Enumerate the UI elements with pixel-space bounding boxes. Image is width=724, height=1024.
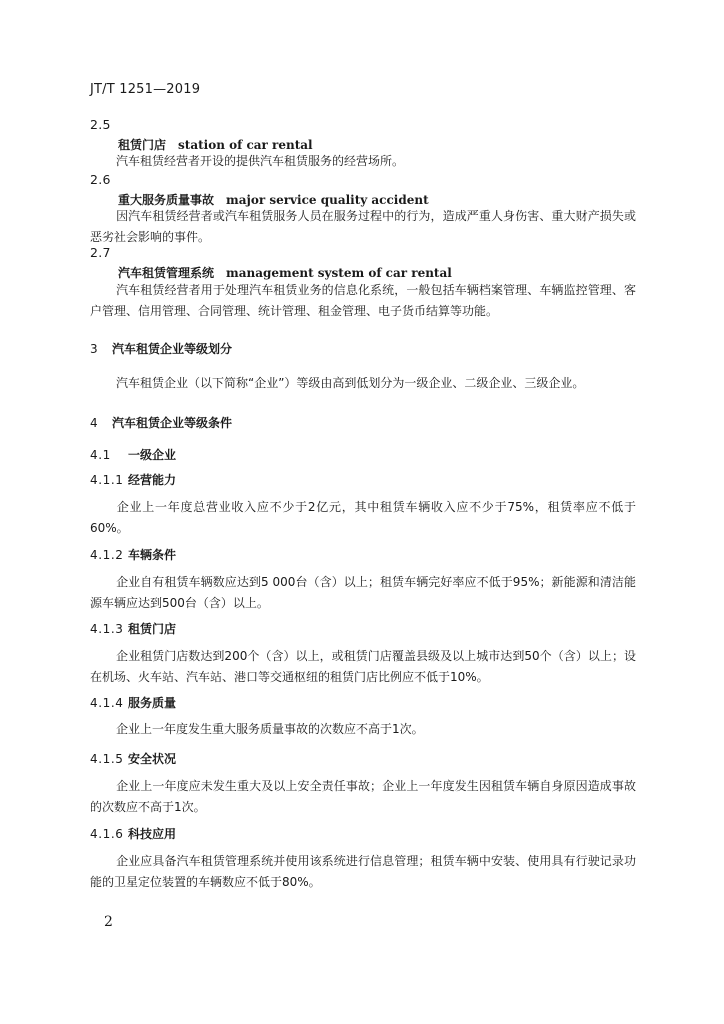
section-title: 汽车租赁企业等级条件 [112, 416, 233, 430]
subsection-title: 服务质量 [128, 696, 177, 710]
subsection-title: 一级企业 [128, 448, 177, 462]
term-chinese: 汽车租赁管理系统 [118, 266, 215, 280]
term-definition [90, 151, 636, 172]
section-title: 汽车租赁企业等级划分 [112, 342, 233, 356]
clause-number: 2.7 [90, 245, 111, 260]
term-english: station of car rental [178, 138, 313, 152]
clause-number: 2.5 [90, 117, 111, 132]
paragraph-text: 汽车租赁企业（以下简称“企业”）等级由高到低划分为一级企业、二级企业、三级企业。 [116, 376, 585, 390]
subsection-title: 经营能力 [128, 473, 177, 487]
subsection-heading [90, 446, 176, 463]
subsection-title: 车辆条件 [128, 548, 177, 562]
term-chinese: 重大服务质量事故 [118, 193, 215, 207]
clause-number: 2.6 [90, 172, 111, 187]
section-heading [90, 414, 232, 431]
page-number: 2 [104, 914, 113, 930]
subsection-number: 4.1.2 [90, 548, 124, 562]
clause-paragraph [90, 646, 636, 688]
paragraph-text: 企业自有租赁车辆数应达到5 000台（含）以上；租赁车辆完好率应不低于95%；新能源和清洁能源车辆应达到500台（含）以上。 [90, 575, 636, 610]
clause-paragraph [90, 572, 636, 614]
section-number: 3 [90, 342, 98, 356]
subsection-title: 科技应用 [128, 827, 177, 841]
subsection-heading [90, 471, 176, 488]
definition-text: 汽车租赁经营者开设的提供汽车租赁服务的经营场所。 [116, 154, 405, 168]
term-english: management system of car rental [226, 266, 452, 280]
term-heading [118, 264, 452, 281]
term-chinese: 租赁门店 [118, 138, 167, 152]
paragraph-text: 企业上一年度发生重大服务质量事故的次数应不高于1次。 [116, 722, 424, 736]
standard-code-header: JT/T 1251—2019 [90, 82, 201, 97]
clause-paragraph [90, 719, 636, 740]
clause-paragraph [90, 851, 636, 893]
subsection-number: 4.1.5 [90, 752, 124, 766]
subsection-heading [90, 620, 176, 637]
subsection-number: 4.1.4 [90, 696, 124, 710]
section-paragraph [90, 373, 636, 394]
paragraph-text: 企业上一年度总营业收入应不少于2亿元，其中租赁车辆收入应不少于75%，租赁率应不低于60%。 [90, 500, 636, 535]
subsection-number: 4.1.6 [90, 827, 124, 841]
term-definition [90, 206, 636, 248]
paragraph-text: 企业上一年度应未发生重大及以上安全责任事故；企业上一年度发生因租赁车辆自身原因造成事故的次数应不高于1次。 [90, 779, 636, 814]
definition-text: 因汽车租赁经营者或汽车租赁服务人员在服务过程中的行为，造成严重人身伤害、重大财产损失或恶劣社会影响的事件。 [90, 209, 636, 244]
subsection-heading [90, 546, 176, 563]
subsection-title: 租赁门店 [128, 622, 177, 636]
section-number: 4 [90, 416, 98, 430]
subsection-heading [90, 750, 176, 767]
subsection-number: 4.1 [90, 448, 111, 462]
subsection-heading [90, 694, 176, 711]
section-heading [90, 340, 232, 357]
subsection-number: 4.1.3 [90, 622, 124, 636]
subsection-title: 安全状况 [128, 752, 177, 766]
definition-text: 汽车租赁经营者用于处理汽车租赁业务的信息化系统，一般包括车辆档案管理、车辆监控管理、客户管理、信用管理、合同管理、统计管理、租金管理、电子货币结算等功能。 [90, 283, 636, 318]
subsection-heading [90, 825, 176, 842]
subsection-number: 4.1.1 [90, 473, 124, 487]
paragraph-text: 企业租赁门店数达到200个（含）以上，或租赁门店覆盖县级及以上城市达到50个（含）以上；设在机场、火车站、汽车站、港口等交通枢纽的租赁门店比例应不低于10%。 [90, 649, 636, 684]
paragraph-text: 企业应具备汽车租赁管理系统并使用该系统进行信息管理；租赁车辆中安装、使用具有行驶记录功能的卫星定位装置的车辆数应不低于80%。 [90, 854, 636, 889]
term-definition [90, 280, 636, 322]
clause-paragraph [90, 497, 636, 539]
term-english: major service quality accident [226, 193, 429, 207]
clause-paragraph [90, 776, 636, 818]
